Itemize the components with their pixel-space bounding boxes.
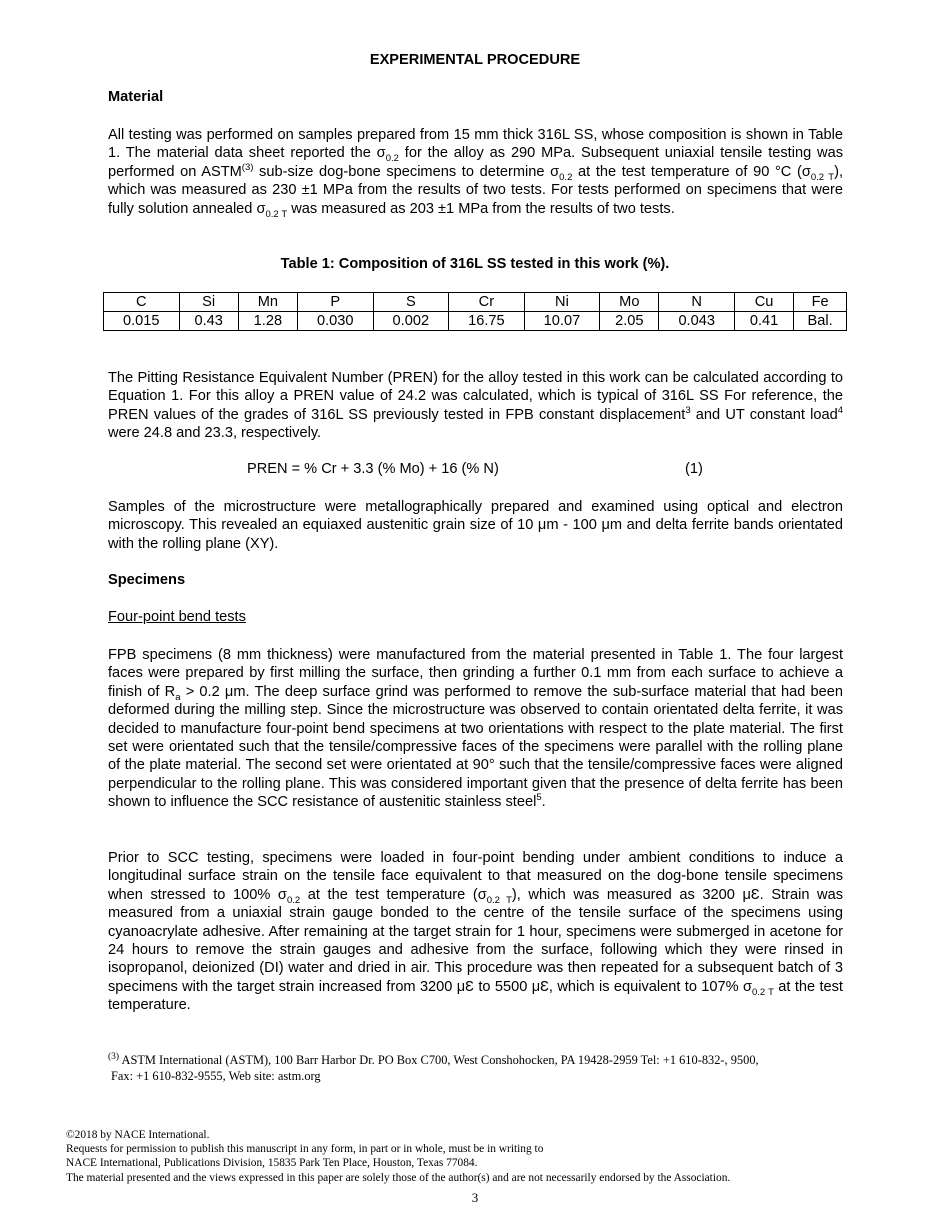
table-cell: 0.015 xyxy=(104,312,180,331)
table-header-cell: N xyxy=(659,293,735,312)
footer-line-1: ©2018 by NACE International. xyxy=(66,1129,210,1141)
copyright-footer xyxy=(66,1128,896,1185)
footer-line-3: NACE International, Publications Division, 15835 Park Ten Place, Houston, Texas 77084. xyxy=(66,1157,478,1170)
table-header-cell: Si xyxy=(179,293,238,312)
table-cell: 0.030 xyxy=(297,312,373,331)
table-header-cell: Cr xyxy=(449,293,525,312)
table-cell: 2.05 xyxy=(600,312,659,331)
page-number: 3 xyxy=(471,1190,479,1205)
table-cell: 0.002 xyxy=(373,312,449,331)
footnote-line-1: $^{(3)}$ ASTM International (ASTM), 100 Barr Harbor Dr. PO Box C700, West Conshohocken, PA 19428-2959 Tel: +1 610-832-, 9500, xyxy=(108,1051,759,1067)
footer-line-4: The material presented and the views expressed in this paper are solely those of the author(s) and are not necessarily endorsed by the Association. xyxy=(66,1171,731,1184)
table-header-cell: Ni xyxy=(524,293,600,312)
material-paragraph-3: Samples of the microstructure were metallographically prepared and examined using optical and electron microscopy. This revealed an equiaxed austenitic grain size of 10 μm - 100 μm and delta ferrite bands orientated with the rolling plane (XY). xyxy=(108,499,843,552)
table-cell: Bal. xyxy=(794,312,847,331)
specimens-paragraph-2: Prior to SCC testing, specimens were loaded in four-point bending under ambient conditions to induce a longitudinal surface strain on the tensile face equivalent to that measured on the dog-bone tensile specimens when stressed to 100% $\sigma_{0.2}$ at the test temperature $(\sigma_{0.2 T})$, which was measured as 3200 μƐ. Strain was measured from a uniaxial strain gauge bonded to the centre of the tensile surface of the specimens using cyanoacrylate adhesive. After remaining at the target strain for 1 hour, specimens were submerged in acetone for 24 hours to remove the strain gauges and adhesive from the surface, following which they were rinsed in isopropanol, deionized (DI) water and dried in air. This procedure was then repeated for a subsequent batch of 3 specimens with the target strain increased from 3200 μƐ to 5500 μƐ, which is equivalent to 107% $\sigma_{0.2 T}$ at the test temperature. xyxy=(108,850,844,1014)
table-header-cell: Mn xyxy=(238,293,297,312)
material-heading: Material xyxy=(108,89,164,105)
specimens-paragraph-1: FPB specimens (8 mm thickness) were manufactured from the material presented in Table 1. The four largest faces were prepared by first milling the surface, then grinding a further 0.1 mm from each surface to achieve a finish of $R_a > 0.2$ μm. The deep surface grind was performed to remove the sub-surface material that had been deformed during the milling step. Since the microstructure was observed to contain orientated delta ferrite, it was decided to manufacture four-point bend specimens at two orientations with respect to the plate material. The first set were orientated such that the tensile/compressive faces of the specimens were parallel with the rolling plane of the plate material. The second set were orientated at 90° such that the tensile/compressive faces were aligned perpendicular to the rolling plane. This was considered important given that the presence of delta ferrite has been shown to influence the SCC resistance of austenitic stainless steel$^5$. xyxy=(108,647,843,811)
table-header-row xyxy=(104,293,847,312)
table-caption: Table 1: Composition of 316L SS tested in this work (%). xyxy=(280,256,670,272)
table-header-cell: Fe xyxy=(794,293,847,312)
specimens-heading: Specimens xyxy=(108,572,186,588)
table-header-cell: Mo xyxy=(600,293,659,312)
material-paragraph-2: The Pitting Resistance Equivalent Number (PREN) for the alloy tested in this work can be calculated according to Equation 1. For this alloy a PREN value of 24.2 was calculated, which is typical of 316L SS For reference, the PREN values of the grades of 316L SS previously tested in FPB constant displacement$^3$ and UT constant load$^4$ were 24.8 and 23.3, respectively. xyxy=(108,370,843,442)
material-paragraph-1: All testing was performed on samples prepared from 15 mm thick 316L SS, whose composition is shown in Table 1. The material data sheet reported the $\sigma_{0.2}$ for the alloy as 290 MPa. Subsequent uniaxial tensile testing was performed on ASTM$^{(3)}$ sub-size dog-bone specimens to determine $\sigma_{0.2}$ at the test temperature of 90 °C $(\sigma_{0.2 T})$, which was measured as 230 ±1 MPa from the results of two tests. For tests performed on specimens that were fully solution annealed $\sigma_{0.2 T}$ was measured as 203 ±1 MPa from the results of two tests. xyxy=(108,127,844,220)
table-cell: 1.28 xyxy=(238,312,297,331)
four-point-bend-subheading: Four-point bend tests xyxy=(108,609,246,625)
table-cell: 0.41 xyxy=(734,312,793,331)
pren-equation: PREN = % Cr + 3.3 (% Mo) + 16 (% N) xyxy=(247,461,499,477)
table-header-cell: S xyxy=(373,293,449,312)
table-row xyxy=(104,312,847,331)
table-cell: 0.43 xyxy=(179,312,238,331)
table-header-cell: P xyxy=(297,293,373,312)
section-title: EXPERIMENTAL PROCEDURE xyxy=(369,52,581,68)
composition-table xyxy=(103,292,847,331)
footnote-line-2: Fax: +1 610-832-9555, Web site: astm.org xyxy=(111,1069,321,1083)
footer-line-2: Requests for permission to publish this manuscript in any form, in part or in whole, must be in writing to xyxy=(66,1143,544,1156)
table-header-cell: Cu xyxy=(734,293,793,312)
footnote xyxy=(108,1052,828,1084)
table-cell: 16.75 xyxy=(449,312,525,331)
table-cell: 0.043 xyxy=(659,312,735,331)
table-cell: 10.07 xyxy=(524,312,600,331)
equation-number: (1) xyxy=(685,461,703,477)
table-header-cell: C xyxy=(104,293,180,312)
